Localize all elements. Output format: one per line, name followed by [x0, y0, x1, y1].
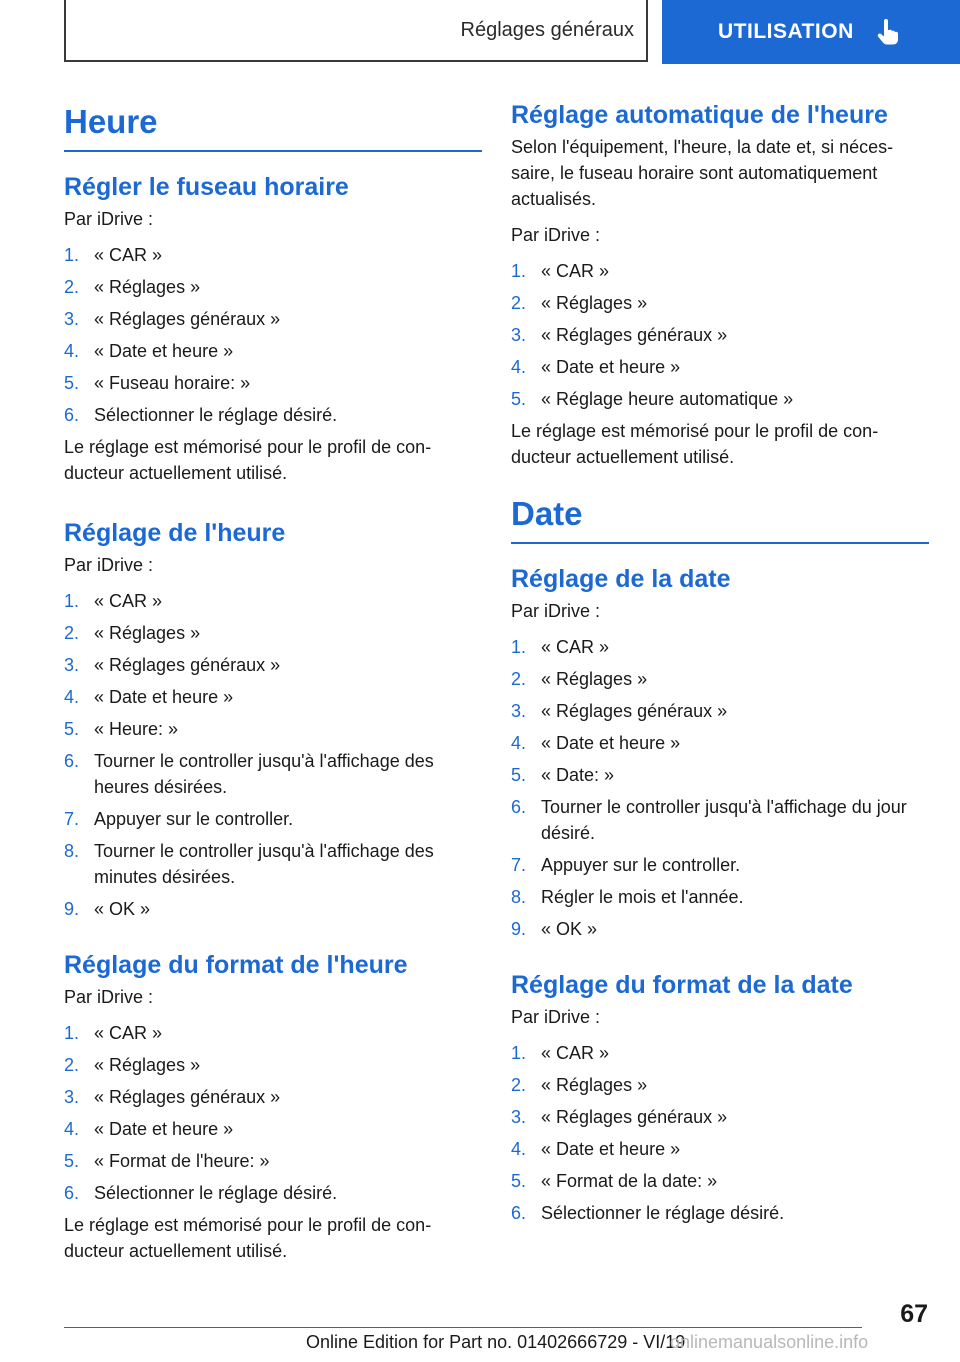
- step-text: « Réglages »: [94, 623, 201, 644]
- step-number: 4.: [64, 687, 80, 708]
- auto-steps: [511, 258, 929, 412]
- step-number: 5.: [511, 389, 527, 409]
- step-text: « Réglages généraux »: [541, 1107, 728, 1128]
- section-title: Réglages généraux: [460, 18, 634, 41]
- list-item: [511, 1104, 929, 1130]
- list-item: [511, 762, 929, 788]
- list-item: [511, 852, 929, 878]
- step-text: « Date: »: [541, 765, 615, 786]
- format-heure-heading: Réglage du format de l'heure: [64, 951, 408, 980]
- reglage-heure-steps: [64, 588, 482, 922]
- step-text: « OK »: [541, 919, 598, 940]
- step-number: 2.: [64, 277, 80, 298]
- format-heure-intro: Par iDrive :: [64, 987, 154, 1008]
- list-item: [511, 794, 929, 846]
- format-heure-note: Le réglage est mémorisé pour le profil de con-ducteur actuellement utilisé.: [64, 1215, 432, 1262]
- step-text: Appuyer sur le controller.: [94, 809, 294, 830]
- list-item: [64, 1084, 482, 1110]
- list-item: [64, 652, 482, 678]
- step-text: « Date et heure »: [94, 1119, 234, 1140]
- step-number: 2.: [64, 623, 80, 644]
- step-text: « CAR »: [541, 1043, 610, 1064]
- step-number: 3.: [64, 1087, 80, 1108]
- step-number: 8.: [64, 841, 80, 862]
- fuseau-heading: Régler le fuseau horaire: [64, 173, 349, 202]
- step-text: Tourner le controller jusqu'à l'affichage du jour désiré.: [541, 797, 907, 844]
- list-item: [511, 1136, 929, 1162]
- step-text: « Date et heure »: [541, 1139, 681, 1160]
- step-text: « Réglages »: [94, 277, 201, 298]
- auto-description: Selon l'équipement, l'heure, la date et, si néces-saire, le fuseau horaire sont automatiquement actualisés.: [511, 137, 894, 209]
- step-text: Sélectionner le réglage désiré.: [94, 1183, 338, 1204]
- list-item: [64, 402, 482, 428]
- step-number: 1.: [511, 1043, 527, 1064]
- step-text: « Format de l'heure: »: [94, 1151, 270, 1172]
- step-number: 8.: [511, 887, 527, 908]
- step-text: Tourner le controller jusqu'à l'affichage des heures désirées.: [94, 751, 434, 798]
- step-text: « Date et heure »: [541, 733, 681, 754]
- list-item: [64, 588, 482, 614]
- step-number: 1.: [64, 245, 80, 266]
- step-text: Régler le mois et l'année.: [541, 887, 744, 908]
- heure-heading: Heure: [64, 104, 482, 152]
- step-text: Sélectionner le réglage désiré.: [94, 405, 338, 426]
- list-item: [64, 1052, 482, 1078]
- edition-note: Online Edition for Part no. 01402666729 - VI/19: [306, 1332, 686, 1352]
- list-item: [64, 1180, 482, 1206]
- step-text: « Réglage heure automatique »: [541, 389, 794, 409]
- auto-intro: Par iDrive :: [511, 225, 601, 245]
- step-number: 9.: [64, 899, 80, 920]
- list-item: [64, 370, 482, 396]
- step-number: 6.: [64, 405, 80, 426]
- step-number: 4.: [511, 357, 527, 377]
- pointing-hand-icon: [876, 19, 900, 45]
- step-number: 7.: [511, 855, 527, 876]
- step-number: 5.: [64, 1151, 80, 1172]
- step-number: 4.: [64, 341, 80, 362]
- step-number: 5.: [64, 373, 80, 394]
- step-text: « Réglages »: [541, 293, 648, 313]
- step-text: « Date et heure »: [94, 687, 234, 708]
- format-date-steps: [511, 1040, 929, 1226]
- chapter-title: UTILISATION: [718, 20, 854, 43]
- list-item: [511, 730, 929, 756]
- list-item: [511, 1200, 929, 1226]
- step-text: « CAR »: [94, 591, 163, 612]
- list-item: [64, 716, 482, 742]
- list-item: [511, 290, 929, 316]
- list-item: [511, 698, 929, 724]
- list-item: [64, 306, 482, 332]
- step-number: 3.: [64, 309, 80, 330]
- step-number: 1.: [511, 637, 527, 658]
- footer-divider: [64, 1327, 862, 1328]
- step-number: 4.: [511, 1139, 527, 1160]
- step-text: « Réglages généraux »: [94, 309, 281, 330]
- list-item: [64, 838, 482, 890]
- watermark: onlinemanualsonline.info: [670, 1332, 869, 1352]
- reglage-date-heading: Réglage de la date: [511, 565, 731, 594]
- step-text: Tourner le controller jusqu'à l'affichage des minutes désirées.: [94, 841, 434, 888]
- step-text: « Réglages généraux »: [94, 655, 281, 676]
- list-item: [511, 322, 929, 348]
- step-number: 2.: [511, 1075, 527, 1096]
- step-text: « CAR »: [541, 637, 610, 658]
- step-number: 6.: [64, 751, 80, 772]
- auto-note: Le réglage est mémorisé pour le profil de con-ducteur actuellement utilisé.: [511, 421, 879, 467]
- step-number: 1.: [511, 261, 527, 281]
- step-text: « Format de la date: »: [541, 1171, 718, 1192]
- list-item: [64, 748, 482, 800]
- list-item: [64, 1148, 482, 1174]
- step-text: Sélectionner le réglage désiré.: [541, 1203, 785, 1224]
- header-section-label: [64, 0, 648, 62]
- list-item: [64, 338, 482, 364]
- list-item: [64, 806, 482, 832]
- step-text: « Fuseau horaire: »: [94, 373, 251, 394]
- fuseau-note: Le réglage est mémorisé pour le profil de con-ducteur actuellement utilisé.: [64, 437, 432, 484]
- list-item: [64, 896, 482, 922]
- page-number: 67: [900, 1300, 928, 1328]
- list-item: [511, 354, 929, 380]
- step-number: 1.: [64, 1023, 80, 1044]
- step-text: « Réglages généraux »: [541, 701, 728, 722]
- list-item: [64, 1116, 482, 1142]
- step-text: « Réglages généraux »: [541, 325, 728, 345]
- step-text: « Réglages généraux »: [94, 1087, 281, 1108]
- step-number: 6.: [511, 1203, 527, 1224]
- left-column: [64, 100, 482, 1274]
- step-number: 4.: [64, 1119, 80, 1140]
- fuseau-intro: Par iDrive :: [64, 209, 154, 230]
- format-date-intro: Par iDrive :: [511, 1007, 601, 1028]
- reglage-date-steps: [511, 634, 929, 942]
- step-number: 5.: [64, 719, 80, 740]
- step-number: 9.: [511, 919, 527, 940]
- chapter-tab: [662, 0, 960, 64]
- list-item: [64, 242, 482, 268]
- step-number: 5.: [511, 765, 527, 786]
- right-column: [511, 100, 929, 1232]
- step-text: « CAR »: [94, 1023, 163, 1044]
- list-item: [511, 884, 929, 910]
- step-number: 6.: [64, 1183, 80, 1204]
- list-item: [64, 620, 482, 646]
- step-number: 3.: [511, 325, 527, 345]
- step-text: Appuyer sur le controller.: [541, 855, 741, 876]
- fuseau-steps: [64, 242, 482, 428]
- step-number: 5.: [511, 1171, 527, 1192]
- step-text: « CAR »: [94, 245, 163, 266]
- step-text: « Date et heure »: [94, 341, 234, 362]
- step-text: « OK »: [94, 899, 151, 920]
- step-text: « Heure: »: [94, 719, 179, 740]
- list-item: [511, 634, 929, 660]
- step-text: « CAR »: [541, 261, 610, 281]
- list-item: [511, 1072, 929, 1098]
- step-number: 2.: [64, 1055, 80, 1076]
- step-number: 4.: [511, 733, 527, 754]
- list-item: [511, 916, 929, 942]
- step-number: 3.: [64, 655, 80, 676]
- step-number: 2.: [511, 669, 527, 690]
- list-item: [511, 1168, 929, 1194]
- step-text: « Date et heure »: [541, 357, 681, 377]
- list-item: [511, 386, 929, 412]
- list-item: [64, 1020, 482, 1046]
- format-heure-steps: [64, 1020, 482, 1206]
- step-text: « Réglages »: [94, 1055, 201, 1076]
- step-number: 2.: [511, 293, 527, 313]
- list-item: [511, 1040, 929, 1066]
- step-text: « Réglages »: [541, 1075, 648, 1096]
- auto-heading: Réglage automatique de l'heure: [511, 101, 888, 129]
- reglage-date-intro: Par iDrive :: [511, 601, 601, 622]
- reglage-heure-heading: Réglage de l'heure: [64, 519, 286, 548]
- format-date-heading: Réglage du format de la date: [511, 971, 853, 1000]
- list-item: [511, 258, 929, 284]
- step-text: « Réglages »: [541, 669, 648, 690]
- reglage-heure-intro: Par iDrive :: [64, 555, 154, 576]
- list-item: [64, 684, 482, 710]
- step-number: 3.: [511, 701, 527, 722]
- step-number: 6.: [511, 797, 527, 818]
- step-number: 3.: [511, 1107, 527, 1128]
- date-heading: Date: [511, 496, 929, 544]
- list-item: [64, 274, 482, 300]
- step-number: 1.: [64, 591, 80, 612]
- step-number: 7.: [64, 809, 80, 830]
- list-item: [511, 666, 929, 692]
